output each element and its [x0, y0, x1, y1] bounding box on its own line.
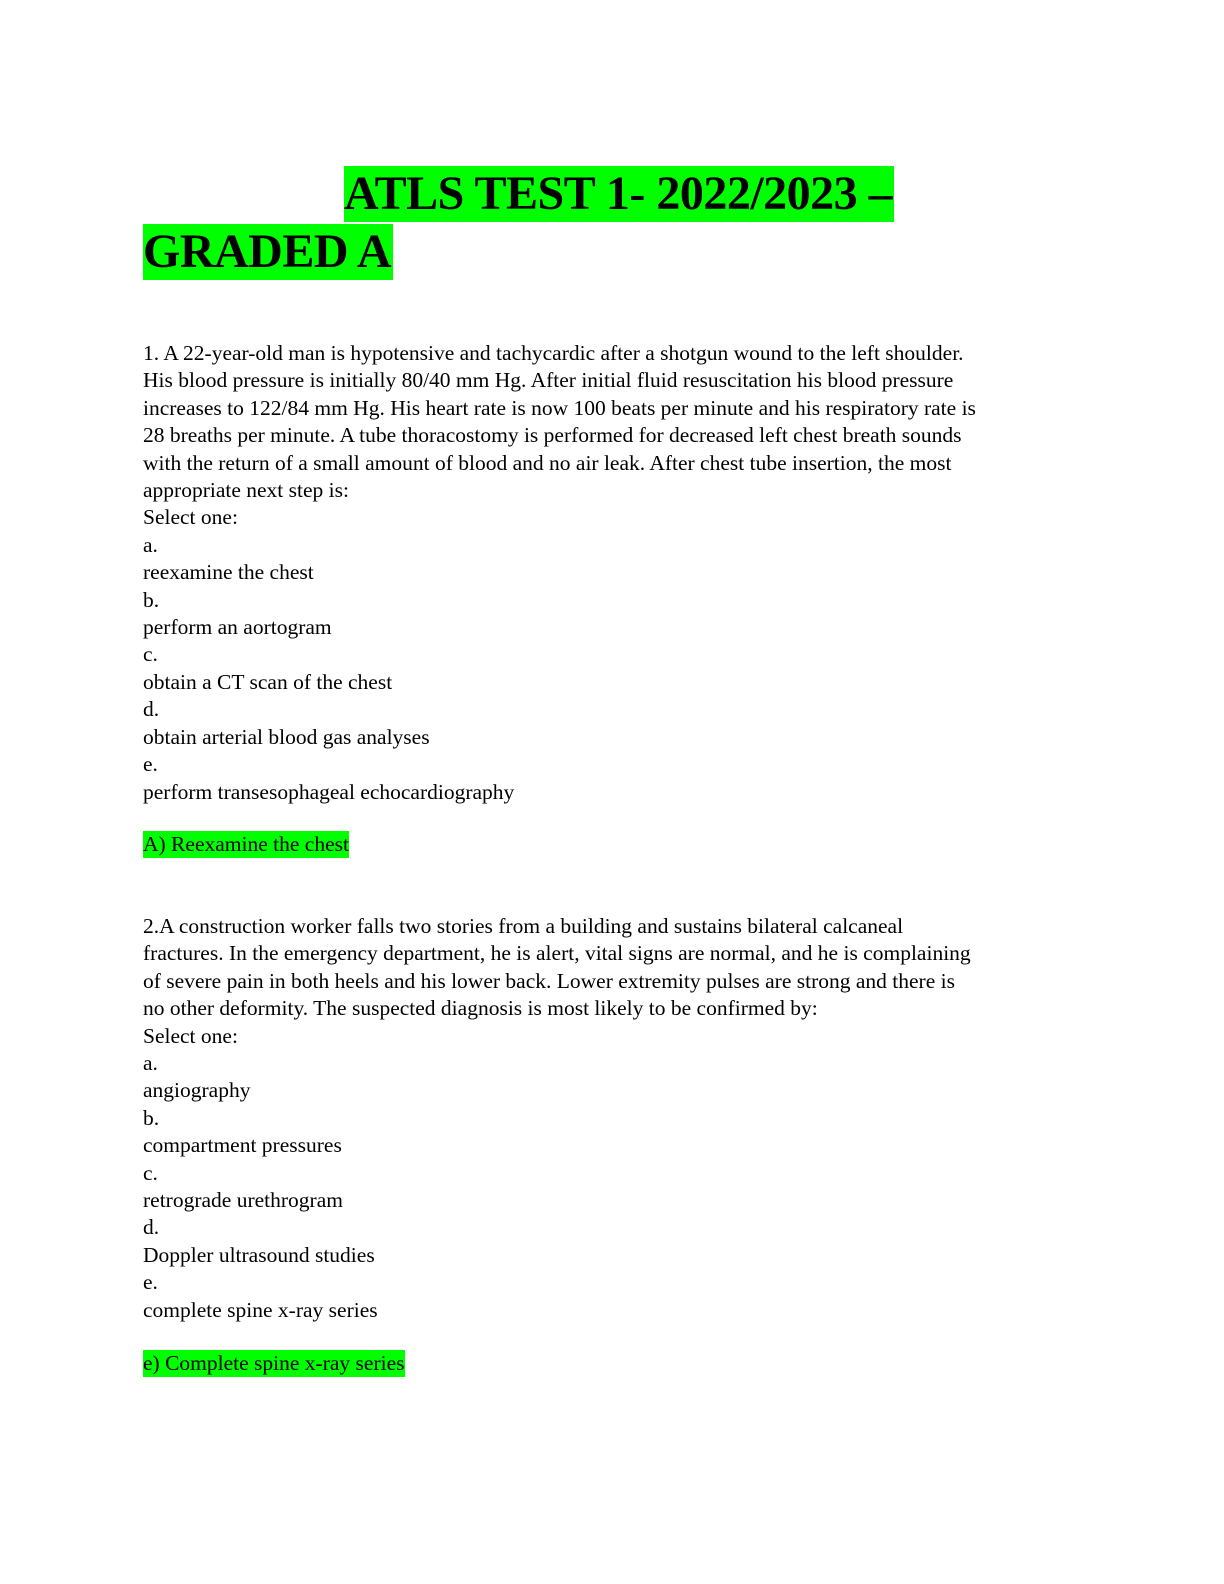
option-letter-b: b. [143, 587, 160, 612]
document-title-line-2: GRADED A [143, 225, 392, 278]
select-one-label: Select one: [143, 1023, 238, 1048]
select-one-label: Select one: [143, 505, 238, 530]
option-text-d: obtain arterial blood gas analyses [143, 724, 430, 749]
question-stem [143, 340, 1083, 504]
answer-highlight-1: A) Reexamine the chest [143, 832, 349, 856]
option-letter-b: b. [143, 1105, 160, 1130]
option-text-a: reexamine the chest [143, 560, 314, 585]
option-letter-e: e. [143, 1270, 158, 1295]
question-stem [143, 913, 1083, 1023]
option-text-c: obtain a CT scan of the chest [143, 669, 393, 694]
option-letter-d: d. [143, 1215, 160, 1240]
option-letter-d: d. [143, 697, 160, 722]
option-text-b: compartment pressures [143, 1133, 342, 1158]
question-stem-line: with the return of a small amount of blood and no air leak. After chest tube insertion, the most [143, 450, 952, 475]
option-letter-a: a. [143, 532, 158, 557]
question-stem-line: increases to 122/84 mm Hg. His heart rate is now 100 beats per minute and his respiratory rate is [143, 395, 976, 420]
question-stem-line: of severe pain in both heels and his lower back. Lower extremity pulses are strong and there is [143, 968, 955, 993]
question-stem-line: His blood pressure is initially 80/40 mm Hg. After initial fluid resuscitation his blood pressure [143, 368, 954, 393]
question-1 [143, 340, 1083, 806]
option-letter-e: e. [143, 752, 158, 777]
option-text-e: complete spine x-ray series [143, 1297, 378, 1322]
question-stem-line: fractures. In the emergency department, he is alert, vital signs are normal, and he is complaining [143, 941, 971, 966]
question-stem-line: appropriate next step is: [143, 478, 349, 503]
answer-highlight-2: e) Complete spine x-ray series [143, 1351, 405, 1375]
question-stem-line: 2.A construction worker falls two stories from a building and sustains bilateral calcaneal [143, 914, 904, 938]
question-stem-line: 28 breaths per minute. A tube thoracostomy is performed for decreased left chest breath sounds [143, 423, 962, 448]
option-letter-a: a. [143, 1051, 158, 1076]
question-stem-line: no other deformity. The suspected diagnosis is most likely to be confirmed by: [143, 996, 818, 1021]
option-text-c: retrograde urethrogram [143, 1188, 343, 1213]
option-text-d: Doppler ultrasound studies [143, 1242, 375, 1267]
document-title-line-1: ATLS TEST 1- 2022/2023 – [344, 167, 893, 220]
option-letter-c: c. [143, 1160, 158, 1185]
option-text-e: perform transesophageal echocardiography [143, 779, 515, 804]
option-text-a: angiography [143, 1078, 251, 1103]
option-text-b: perform an aortogram [143, 615, 332, 640]
question-stem-line: 1. A 22-year-old man is hypotensive and tachycardic after a shotgun wound to the left shoulder. [143, 341, 964, 365]
question-2 [143, 913, 1083, 1324]
option-letter-c: c. [143, 642, 158, 667]
